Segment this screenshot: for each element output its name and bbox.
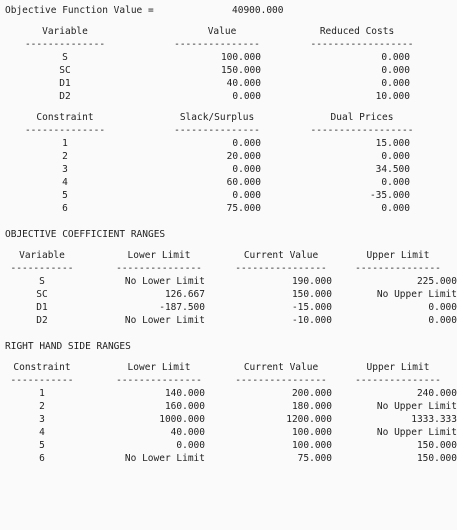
cell-lower-limit: No Lower Limit xyxy=(124,453,205,464)
dash-rule: -------------- xyxy=(24,39,106,50)
cell-lower-limit: 1000.000 xyxy=(159,414,205,425)
dash-rule: ----------- xyxy=(10,263,74,274)
cell-current-value: 1200.000 xyxy=(286,414,332,425)
cell-dual-price: 0.000 xyxy=(381,151,410,162)
cell-upper-limit: 0.000 xyxy=(428,302,457,313)
cell-value: 0.000 xyxy=(232,91,261,102)
cell-current-value: 100.000 xyxy=(291,440,332,451)
table-row xyxy=(5,163,455,176)
cell-variable: SC xyxy=(36,289,48,300)
table-header xyxy=(5,25,455,38)
header-current-value: Current Value xyxy=(243,362,319,373)
cell-constraint: 6 xyxy=(39,453,45,464)
cell-constraint: 2 xyxy=(39,401,45,412)
cell-slack: 75.000 xyxy=(226,203,261,214)
cell-variable: D2 xyxy=(36,315,48,326)
table-row xyxy=(5,452,455,465)
header-variable: Variable xyxy=(42,26,88,37)
objective-label: Objective Function Value = xyxy=(5,5,154,16)
header-variable: Variable xyxy=(19,250,65,261)
cell-constraint: 3 xyxy=(39,414,45,425)
solver-output xyxy=(5,4,455,465)
cell-current-value: 180.000 xyxy=(291,401,332,412)
dash-rule: --------------- xyxy=(174,125,260,136)
cell-constraint: 1 xyxy=(39,388,45,399)
dash-rule: --------------- xyxy=(116,375,202,386)
table-row xyxy=(5,77,455,90)
section-title xyxy=(5,340,455,353)
cell-slack: 0.000 xyxy=(232,190,261,201)
header-slack-surplus: Slack/Surplus xyxy=(179,112,255,123)
dash-rule: --------------- xyxy=(355,263,441,274)
cell-lower-limit: 126.667 xyxy=(164,289,205,300)
cell-variable: D2 xyxy=(59,91,71,102)
cell-current-value: 100.000 xyxy=(291,427,332,438)
cell-upper-limit: 240.000 xyxy=(416,388,457,399)
cell-dual-price: -35.000 xyxy=(369,190,410,201)
cell-current-value: 75.000 xyxy=(297,453,332,464)
cell-constraint: 5 xyxy=(39,440,45,451)
table-row xyxy=(5,413,455,426)
cell-slack: 0.000 xyxy=(232,138,261,149)
cell-constraint: 1 xyxy=(62,138,68,149)
objective-value: 40900.000 xyxy=(232,5,284,16)
cell-value: 40.000 xyxy=(226,78,261,89)
cell-dual-price: 15.000 xyxy=(375,138,410,149)
cell-lower-limit: 40.000 xyxy=(170,427,205,438)
table-dashes xyxy=(5,374,455,387)
cell-variable: S xyxy=(39,276,45,287)
cell-constraint: 6 xyxy=(62,203,68,214)
cell-lower-limit: -187.500 xyxy=(159,302,205,313)
header-lower-limit: Lower Limit xyxy=(127,362,191,373)
table-row xyxy=(5,90,455,103)
objective-coefficient-ranges xyxy=(5,228,455,327)
cell-value: 100.000 xyxy=(220,52,261,63)
header-reduced-costs: Reduced Costs xyxy=(319,26,395,37)
table-header xyxy=(5,361,455,374)
dash-rule: -------------- xyxy=(24,125,106,136)
cell-lower-limit: No Lower Limit xyxy=(124,315,205,326)
cell-upper-limit: 225.000 xyxy=(416,276,457,287)
cell-slack: 60.000 xyxy=(226,177,261,188)
cell-reduced-cost: 0.000 xyxy=(381,65,410,76)
table-row xyxy=(5,64,455,77)
cell-constraint: 5 xyxy=(62,190,68,201)
header-dual-prices: Dual Prices xyxy=(330,112,394,123)
table-row xyxy=(5,137,455,150)
cell-dual-price: 0.000 xyxy=(381,203,410,214)
cell-value: 150.000 xyxy=(220,65,261,76)
dash-rule: ----------- xyxy=(10,375,74,386)
cell-slack: 20.000 xyxy=(226,151,261,162)
dash-rule: ---------------- xyxy=(235,375,327,386)
cell-current-value: -10.000 xyxy=(291,315,332,326)
dash-rule: --------------- xyxy=(355,375,441,386)
cell-upper-limit: 150.000 xyxy=(416,453,457,464)
cell-constraint: 4 xyxy=(39,427,45,438)
table-dashes xyxy=(5,124,455,137)
dash-rule: --------------- xyxy=(116,263,202,274)
dash-rule: --------------- xyxy=(174,39,260,50)
cell-dual-price: 34.500 xyxy=(375,164,410,175)
table-header xyxy=(5,249,455,262)
table-row xyxy=(5,439,455,452)
cell-dual-price: 0.000 xyxy=(381,177,410,188)
dash-rule: ------------------ xyxy=(310,125,414,136)
cell-slack: 0.000 xyxy=(232,164,261,175)
header-value: Value xyxy=(207,26,237,37)
table-row xyxy=(5,288,455,301)
header-upper-limit: Upper Limit xyxy=(366,250,430,261)
table-row xyxy=(5,189,455,202)
constraints-table xyxy=(5,111,455,215)
header-lower-limit: Lower Limit xyxy=(127,250,191,261)
table-dashes xyxy=(5,38,455,51)
table-row xyxy=(5,176,455,189)
section-title-text: OBJECTIVE COEFFICIENT RANGES xyxy=(5,229,166,240)
objective-line xyxy=(5,4,455,17)
variables-table xyxy=(5,25,455,103)
cell-constraint: 3 xyxy=(62,164,68,175)
cell-current-value: 150.000 xyxy=(291,289,332,300)
cell-current-value: 200.000 xyxy=(291,388,332,399)
header-upper-limit: Upper Limit xyxy=(366,362,430,373)
cell-current-value: -15.000 xyxy=(291,302,332,313)
cell-lower-limit: 0.000 xyxy=(176,440,205,451)
cell-reduced-cost: 0.000 xyxy=(381,52,410,63)
cell-upper-limit: 150.000 xyxy=(416,440,457,451)
cell-upper-limit: No Upper Limit xyxy=(376,401,457,412)
cell-lower-limit: No Lower Limit xyxy=(124,276,205,287)
section-title xyxy=(5,228,455,241)
cell-upper-limit: 0.000 xyxy=(428,315,457,326)
cell-lower-limit: 140.000 xyxy=(164,388,205,399)
cell-upper-limit: 1333.333 xyxy=(411,414,457,425)
cell-constraint: 4 xyxy=(62,177,68,188)
dash-rule: ------------------ xyxy=(310,39,414,50)
table-row xyxy=(5,301,455,314)
header-constraint: Constraint xyxy=(36,112,94,123)
table-row xyxy=(5,51,455,64)
right-hand-side-ranges xyxy=(5,340,455,465)
cell-variable: S xyxy=(62,52,68,63)
table-row xyxy=(5,202,455,215)
cell-reduced-cost: 0.000 xyxy=(381,78,410,89)
table-row xyxy=(5,400,455,413)
cell-variable: SC xyxy=(59,65,71,76)
table-row xyxy=(5,150,455,163)
header-constraint: Constraint xyxy=(13,362,71,373)
cell-upper-limit: No Upper Limit xyxy=(376,427,457,438)
section-title-text: RIGHT HAND SIDE RANGES xyxy=(5,341,131,352)
cell-variable: D1 xyxy=(36,302,48,313)
table-row xyxy=(5,387,455,400)
table-row xyxy=(5,275,455,288)
header-current-value: Current Value xyxy=(243,250,319,261)
cell-current-value: 190.000 xyxy=(291,276,332,287)
dash-rule: ---------------- xyxy=(235,263,327,274)
table-row xyxy=(5,426,455,439)
cell-constraint: 2 xyxy=(62,151,68,162)
cell-lower-limit: 160.000 xyxy=(164,401,205,412)
cell-variable: D1 xyxy=(59,78,71,89)
cell-upper-limit: No Upper Limit xyxy=(376,289,457,300)
table-row xyxy=(5,314,455,327)
cell-reduced-cost: 10.000 xyxy=(375,91,410,102)
table-dashes xyxy=(5,262,455,275)
table-header xyxy=(5,111,455,124)
